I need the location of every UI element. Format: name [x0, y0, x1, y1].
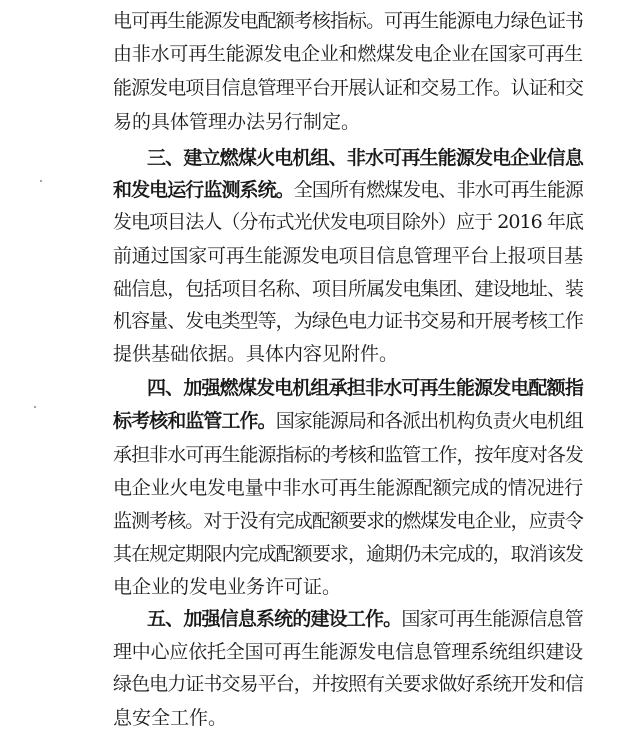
text-line: [0, 143, 640, 173]
body-text: 机容量、发电类型等，为绿色电力证书交易和开展考核工作: [113, 310, 583, 332]
text-line: [0, 73, 640, 103]
text-line: [0, 406, 640, 436]
body-text: 理中心应依托全国可再生能源发电信息管理系统组织建设: [113, 641, 583, 663]
body-text: 电企业火电发电量中非水可再生能源配额完成的情况进行: [113, 477, 583, 499]
text-line: [0, 637, 640, 667]
body-text: 提供基础依据。具体内容见附件。: [113, 343, 399, 365]
body-text: 其在规定期限内完成配额要求，逾期仍未完成的，取消该发: [113, 543, 583, 565]
text-line: [0, 669, 640, 699]
text-line: [0, 306, 640, 336]
text-line: [0, 274, 640, 304]
text-line: [0, 39, 640, 69]
text-line: [0, 572, 640, 602]
text-line: [0, 604, 640, 634]
body-text: 电可再生能源发电配额考核指标。可再生能源电力绿色证书: [113, 10, 583, 32]
heading-text: 和发电运行监测系统。: [113, 179, 294, 201]
heading-text: 三、建立燃煤火电机组、非水可再生能源发电企业信息: [147, 147, 583, 169]
body-text: 础信息，包括项目名称、项目所属发电集团、建设地址、装: [113, 278, 583, 300]
body-text: 息安全工作。: [113, 707, 228, 729]
text-line: [0, 373, 640, 403]
text-line: [0, 107, 640, 137]
body-text: 绿色电力证书交易平台，并按照有关要求做好系统开发和信: [113, 673, 583, 695]
scan-speck: [34, 406, 36, 408]
text-line: [0, 241, 640, 271]
body-text: 监测考核。对于没有完成配额要求的燃煤发电企业，应责令: [113, 510, 583, 532]
text-line: [0, 175, 640, 205]
body-text: 全国所有燃煤发电、非水可再生能源: [293, 179, 583, 201]
body-text: 发电项目法人（分布式光伏发电项目除外）应于 2016 年底: [113, 211, 584, 233]
text-line: [0, 539, 640, 569]
body-text: 电企业的发电业务许可证。: [113, 576, 342, 598]
text-line: [0, 506, 640, 536]
body-text: 国家能源局和各派出机构负责火电机组: [275, 410, 583, 432]
body-text: 由非水可再生能源发电企业和燃煤发电企业在国家可再生: [113, 43, 583, 65]
text-line: [0, 339, 640, 369]
heading-text: 五、加强信息系统的建设工作。: [147, 608, 402, 630]
text-line: [0, 6, 640, 36]
text-line: [0, 703, 640, 733]
body-text: 易的具体管理办法另行制定。: [113, 111, 361, 133]
body-text: 前通过国家可再生能源发电项目信息管理平台上报项目基: [113, 245, 583, 267]
heading-text: 标考核和监管工作。: [113, 410, 276, 432]
body-text: 承担非水可再生能源指标的考核和监管工作，按年度对各发: [113, 444, 583, 466]
text-line: [0, 207, 640, 237]
body-text: 国家可再生能源信息管: [401, 608, 583, 630]
heading-text: 四、加强燃煤发电机组承担非水可再生能源发电配额指: [147, 377, 583, 399]
text-line: [0, 473, 640, 503]
text-line: [0, 440, 640, 470]
scan-speck: [40, 180, 42, 182]
body-text: 能源发电项目信息管理平台开展认证和交易工作。认证和交: [113, 77, 583, 99]
